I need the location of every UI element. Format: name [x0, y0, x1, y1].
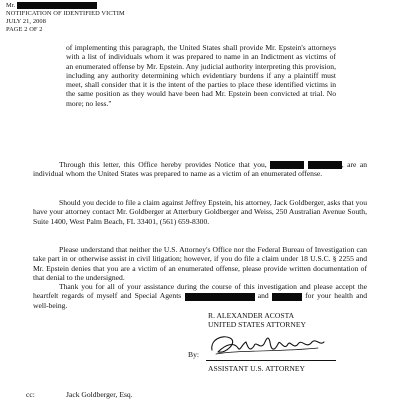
- cc-name: Jack Goldberger, Esq.: [66, 390, 133, 399]
- redaction-agent-two: [272, 293, 302, 301]
- header-recipient-prefix: Mr.: [6, 2, 16, 9]
- redaction-recipient-name: [17, 2, 97, 9]
- notice-text-end: , are an individual whom the United States was prepared to name as a victim of an enumerated offense.: [33, 160, 368, 179]
- cc-label: cc:: [26, 390, 35, 399]
- us-attorney-title: UNITED STATES ATTORNEY: [208, 320, 306, 329]
- thanks-text-start: Thank you for all of your assistance during the course of this investigation and please accept the heartfelt regards of myself and Special Agents: [33, 282, 367, 301]
- quoted-agreement-paragraph: of implementing this paragraph, the United States shall provide Mr. Epstein's attorneys with a list of individuals whom it was prepared to name in an Indictment as victims of an enumerated offense by Mr. Epstein. Any judicial authority interpreting this provision, including any authority determining which evidentiary burdens if any a plaintiff must meet, shall consider that it is the intent of the parties to place these identified victims in the same position as they would have been had Mr. Epstein been convicted at trial. No more; no less.": [66, 43, 336, 108]
- claim-contact-paragraph: Should you decide to file a claim against Jeffrey Epstein, his attorney, Jack Goldberger, asks that you have your attorney contact Mr. Goldberger at Atterbury Goldberger and Weiss, 250 Australian Avenue South, Suite 1400, West Palm Beach, FL 33401, (561) 659-8300.: [33, 198, 367, 226]
- signature-line: [206, 360, 336, 361]
- by-label: By:: [188, 350, 199, 359]
- handwritten-signature: [208, 330, 328, 360]
- notice-paragraph: [33, 160, 367, 179]
- redaction-victim-first-name: [270, 161, 304, 169]
- header-recipient: [6, 2, 97, 10]
- assistant-title: ASSISTANT U.S. ATTORNEY: [208, 364, 306, 373]
- redaction-victim-last-name: [308, 161, 342, 169]
- notice-text-start: Through this letter, this Office hereby provides Notice that you,: [59, 160, 267, 169]
- thanks-paragraph: [33, 282, 367, 310]
- civil-litigation-paragraph: Please understand that neither the U.S. Attorney's Office nor the Federal Bureau of Investigation can take part in or otherwise assist in civil litigation; however, if you do file a claim under 18 U.S.C. § 2255 and Mr. Epstein denies that you are a victim of an enumerated offense, please provide written documentation of that denial to the undersigned.: [33, 245, 367, 282]
- header-subject: NOTIFICATION OF IDENTIFIED VICTIM: [6, 10, 125, 17]
- header-page-number: PAGE 2 OF 2: [6, 26, 43, 33]
- thanks-and: and: [257, 291, 269, 301]
- header-date: JULY 21, 2008: [6, 18, 47, 25]
- redaction-agent-one: [185, 293, 255, 301]
- thanks-text-end: for your health and well-being.: [33, 291, 368, 310]
- us-attorney-name: R. ALEXANDER ACOSTA: [208, 311, 295, 320]
